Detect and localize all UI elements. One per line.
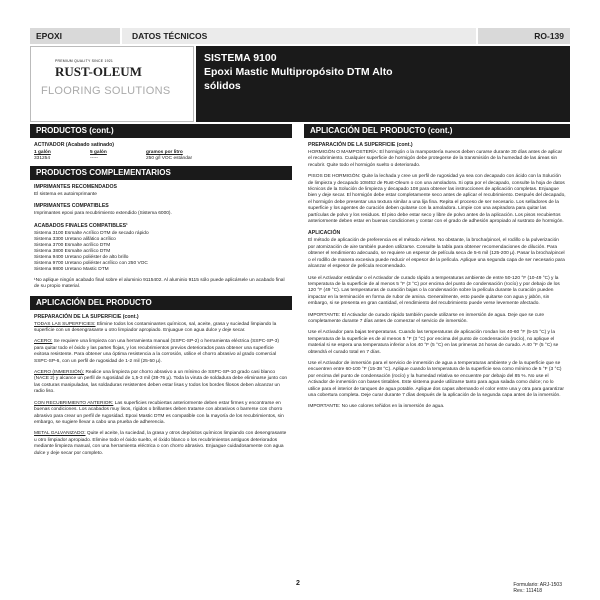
list-item: Sistema 3700 Esmalte acrílico DTM — [34, 242, 111, 248]
paragraph: IMPORTANTE: No use colores teñidos en la inmersión de agua. — [308, 404, 445, 410]
page — [30, 28, 570, 594]
paragraph: TODAS LAS SUPERFICIES: Elimine todos los contaminantes químicos, sal, aceite, grasa y suciedad limpiando la superficie con un desengrasante u otro limpiador apropiado. Enjuague con agua dulce y deje secar. — [34, 321, 277, 334]
paragraph: PISOS DE HORMIGÓN: Quite la lechada y cree un perfil de rugosidad ya sea con decapado con ácido con la Solución de limpieza y decapado 108452 de Rust-Oleum o con una amoladora. Si opta por el decapado, consulte la hoja de datos técnicos de la Solución de limpieza y decapado 108 para obtener las instrucciones de aplicación completas. Enjuague bien y deje secar. El hormigón debe estar completamente seco antes de aplicar el recubrimiento. Después del decapado, el hormigón debe presentar una textura similar a una lija fina. Repita el proceso de ser necesario. Los selladores de la superficie y los agentes de curación deben quitarse con la amoladora. Limpie con una aspiradora para quitar las partículas de polvo y los residuos. El piso debe estar seco y libre de polvo antes de la aplicación. Los pisos recubiertos anteriormente deben estar en buenas condiciones y contar con el grado de adhesión apropiado al sustrato de hormigón. — [308, 174, 566, 225]
paragraph: CON RECUBRIMIENTO ANTERIOR: Las superficies recubiertas anteriormente deben estar firmes y encontrarse en buenas condiciones. Los acabados muy lisos, rígidos o brillantes deben tratarse con abrasivos o barrerse con chorro abrasivo para crear un perfil de rugosidad. Epoxi Mastic DTM es compatible con la mayoría de los recubrimientos, sin embargo, se sugiere llevar a cabo una prueba de adherencia. — [34, 400, 284, 425]
document-title: SISTEMA 9100 Epoxi Mastic Multipropósito DTM Alto sólidos — [196, 46, 570, 122]
finish-list — [34, 231, 288, 273]
brand-row — [30, 46, 570, 122]
header-bar — [30, 28, 570, 44]
paragraph: Use el Activador para bajas temperaturas. Cuando las temperaturas de aplicación rondan los 40-60 °F (5-15 °C) y la temperatura de la superficie es de al menos 5 °F (3 °C) por encima del punto de condensación (rocío), no aplique el material si se espera una temperatura inferior a los 40 °F (5 °C) en las primeras 24 horas de curado. A 40 °F (5 °C) se obtendrá el curado total en 7 días. — [308, 330, 559, 355]
product-table-row: 331254 ----- 250 g/l VOC estándar — [34, 156, 193, 161]
header-section: DATOS TÉCNICOS — [122, 28, 476, 44]
list-item: Sistema 3300 Uretano alifático acrílico — [34, 236, 116, 242]
activator-heading: ACTIVADOR (Acabado satinado) — [34, 142, 115, 148]
left-column: PRODUCTOS (cont.) ACTIVADOR (Acabado satinado) 1 galón 5 galón gramos por litro 331254 ----- 250 g/l VOC estándar PRODUCTOS COMPLEMENTARIOS IMPRIMANTES RECOMENDADOS El sistema es autoimprimante IMPRIMANTES COMPATIBLES Imprimantes epoxi para recubrimiento extendido (Sistema 6000). ACABADOS FINALES COMPATIBLES¹ Sistema 3100 Esmalte Acrílico DTM de secado rápido Sistema 3300 Uretano alifático acrílico Sistema 3700 Esmalte acrílico DTM Sistema 3800 Esmalte acrílico DTM Sistema 9400 Uretano poliéster de alto brillo Sistema 9700 Uretano poliéster acrílico con 250 VOC Sistema 9800 Uretano Mastic DTM ¹No aplique ningún acabado final sobre el aluminio 9115402. Al aluminio 9115 sólo puede aplicársele un acabado final de su propio material. APLICACIÓN DEL PRODUCTO PREPARACIÓN DE LA SUPERFICIE (cont.) TODAS LAS SUPERFICIES: Elimine todos los contaminantes químicos, sal, aceite, grasa y suciedad limpiando la superficie con un desengrasante u otro limpiador apropiado. Enjuague con agua dulce y deje secar. ACERO: Se requiere una limpieza con una herramienta manual (SSPC-SP-2) o herramienta eléctrica (SSPC-SP-3) para quitar todo el óxido y las partes flojas, y los recubrimientos previos deteriorados para obtener una superficie exitosa resistente. Para obtener una óptima resistencia a la corrosión, utilice el chorro abrasivo al grado comercial SSPC-SP-6, con un perfil de rugosidad de 1-2 mil (25-50 µ). ACERO (INMERSIÓN): Realice una limpieza por chorro abrasivo a un mínimo de SSPC-SP-10 grado casi blanco (NACE 2) y alcance un perfil de rugosidad de 1,5-3 mil (38-76 µ). Toda la viruta de soldadura debe eliminarse junto con las costuras manipuladas, las soldaduras resistentes deben estar lisas y todos los bordes filosos deben alcanzar un radio liso. CON RECUBRIMIENTO ANTERIOR: Las superficies recubiertas anteriormente deben estar firmes y encontrarse en buenas condiciones. Los acabados muy lisos, rígidos o brillantes deben tratarse con abrasivos o barrerse con chorro abrasivo para crear un perfil de rugosidad. Epoxi Mastic DTM es compatible con la mayoría de los recubrimientos, sin embargo, se sugiere llevar a cabo una prueba de adherencia. METAL GALVANIZADO: Quite el aceite, la suciedad, la grasa y otros depósitos químicos limpiando con desengrasante u otro limpiador apropiado. Elimine todo el óxido suelto, el óxido blanco o los recubrimientos antiguos deteriorados mediante limpieza manual, con una herramienta eléctrica o con chorro abrasivo. Enjuague cuidadosamente con agua dulce y deje secar por completo. — [30, 124, 292, 462]
header-doc-id: RO-139 — [478, 28, 570, 44]
paragraph: HORMIGÓN O MAMPOSTERÍA: El hormigón o la mampostería nuevos deben curarse durante 30 días antes de aplicar el recubrimiento. Cualquier superficie de hormigón debe protegerse de la transmisión de la humedad de las áreas sin recubrir. Quite todo el hormigón suelto o deteriorado. — [308, 150, 563, 168]
section-bar-products: PRODUCTOS (cont.) — [30, 124, 292, 138]
paragraph: METAL GALVANIZADO: Quite el aceite, la suciedad, la grasa y otros depósitos químicos limpiando con desengrasante u otro limpiador apropiado. Elimine todo el óxido suelto, el óxido blanco o los recubrimientos antiguos deteriorados mediante limpieza manual, con una herramienta eléctrica o con chorro abrasivo. Enjuague cuidadosamente con agua dulce y deje secar por completo. — [34, 431, 287, 456]
header-category: EPOXI — [30, 28, 120, 44]
section-bar-application: APLICACIÓN DEL PRODUCTO — [30, 296, 292, 310]
footnote: ¹No aplique ningún acabado final sobre el aluminio 9115402. Al aluminio 9115 sólo puede aplicársele un acabado final de su propio material. — [34, 277, 285, 290]
right-column: APLICACIÓN DEL PRODUCTO (cont.) PREPARACIÓN DE LA SUPERFICIE (cont.) HORMIGÓN O MAMPOSTERÍA: El hormigón o la mampostería nuevos deben curarse durante 30 días antes de aplicar el recubrimiento. Cualquier superficie de hormigón debe protegerse de la transmisión de la humedad de las áreas sin recubrir. Quite todo el hormigón suelto o deteriorado. PISOS DE HORMIGÓN: Quite la lechada y cree un perfil de rugosidad ya sea con decapado con ácido con la Solución de limpieza y decapado 108452 de Rust-Oleum o con una amoladora. Si opta por el decapado, consulte la hoja de datos técnicos de la Solución de limpieza y decapado 108 para obtener las instrucciones de aplicación completas. Enjuague bien y deje secar. El hormigón debe estar completamente seco antes de aplicar el recubrimiento. Después del decapado, el hormigón debe presentar una textura similar a una lija fina. Repita el proceso de ser necesario. Los selladores de la superficie y los agentes de curación deben quitarse con la amoladora. Limpie con una aspiradora para quitar las partículas de polvo y los residuos. El piso debe estar seco y libre de polvo antes de la aplicación. Los pisos recubiertos anteriormente deben estar en buenas condiciones y contar con el grado de adhesión apropiado al sustrato de hormigón. APLICACIÓN El método de aplicación de preferencia es el método Airless. No obstante, la brocha/pincel, el rodillo o la pulverización por atomización de aire también pueden utilizarse. Consulte la tabla para obtener recomendaciones de dilución. Para obtener el rendimiento adecuado, se requiere un espesor de película seca de 5-6 mil (125-200 µ). Pasar la brocha/pincel o el rodillo de manera excesiva puede reducir el espesor de la película. Aplique una segunda capa de ser necesario para alcanzar el espesor de película recomendado. Use el Activador estándar o el Activador de curado rápido a temperaturas ambiente de entre 50-120 °F (10-49 °C) y la temperatura de la superficie de al menos 5 °F (3 °C) por encima del punto de condensación (rocío) y por debajo de los 120 °F (49 °C). Las temperaturas de curación bajas o la condensación sobre la película durante la curación pueden impactar en la terminación en forma de rubor de amina. Generalmente, esto puede quitarse con agua y jabón, sin embargo, si se presenta en gran cantidad, el rendimiento del recubrimiento puede verse levemente afectado. IMPORTANTE: El Activador de curado rápido también puede utilizarse en inmersión de agua. Deje que se cure completamente durante 7 días antes de comenzar el servicio de inmersión. Use el Activador para bajas temperaturas. Cuando las temperaturas de aplicación rondan los 40-60 °F (5-15 °C) y la temperatura de la superficie es de al menos 5 °F (3 °C) por encima del punto de condensación (rocío), no aplique el material si se espera una temperatura inferior a los 40 °F (5 °C) en las primeras 24 horas de curado. A 40 °F (5 °C) se obtendrá el curado total en 7 días. Use el Activador de inmersión para el servicio de inmersión de agua a temperaturas ambiente y de la superficie que se encuentren entre 60-100 °F (15-38 °C). Aplique cuando la temperatura de la superficie sea como mínimo de 5 °F (3 °C) por encima del punto de condensación (rocío) y la humedad relativa se encuentre por debajo del 85 %. No use el Activador de inmersión con bases tintables. Este sistema puede utilizarse tanto para agua salada como dulce; no lo utilice para el interior de tanques de agua potable. Aplique dos capas alternando el color entre una y otra para garantizar una cobertura completa. Deje curar durante 7 días después de la aplicación de la segunda capa antes de la inmersión. IMPORTANTE: No use colores teñidos en la inmersión de agua. — [304, 124, 570, 462]
section-bar-application-cont: APLICACIÓN DEL PRODUCTO (cont.) — [304, 124, 570, 138]
section-bar-complementary: PRODUCTOS COMPLEMENTARIOS — [30, 166, 292, 180]
list-item: Sistema 3800 Esmalte acrílico DTM — [34, 248, 111, 254]
list-item: Sistema 3100 Esmalte Acrílico DTM de secado rápido — [34, 230, 149, 236]
paragraph: Use el Activador de inmersión para el servicio de inmersión de agua a temperaturas ambiente y de la superficie que se encuentren entre 60-100 °F (15-38 °C). Aplique cuando la temperatura de la superficie sea como mínimo de 5 °F (3 °C) por encima del punto de condensación (rocío) y la humedad relativa se encuentre por debajo del 85 %. No use el Activador de inmersión con bases tintables. Este sistema puede utilizarse tanto para agua salada como dulce; no lo utilice para el interior de tanques de agua potable. Aplique dos capas alternando el color entre una y otra para garantizar una cobertura completa. Deje curar durante 7 días después de la aplicación de la segunda capa antes de la inmersión. — [308, 360, 565, 398]
list-item: Sistema 9400 Uretano poliéster de alto brillo — [34, 254, 129, 260]
paragraph: Use el Activador estándar o el Activador de curado rápido a temperaturas ambiente de entre 50-120 °F (10-49 °C) y la temperatura de la superficie de al menos 5 °F (3 °C) por encima del punto de condensación (rocío) y por debajo de los 120 °F (49 °C). Las temperaturas de curación bajas o la condensación sobre la película durante la curación pueden impactar en la terminación en forma de rubor de amina. Generalmente, esto puede quitarse con agua y jabón, sin embargo, si se presenta en gran cantidad, el rendimiento del recubrimiento puede verse levemente afectado. — [308, 275, 560, 307]
list-item: Sistema 9700 Uretano poliéster acrílico con 250 VOC — [34, 260, 148, 266]
form-info: Formulario: ARJ-1503 Rev.: 111418 — [513, 582, 562, 594]
paragraph: ACERO (INMERSIÓN): Realice una limpieza por chorro abrasivo a un mínimo de SSPC-SP-10 grado casi blanco (NACE 2) y alcance un perfil de rugosidad de 1,5-3 mil (38-76 µ). Toda la viruta de soldadura debe eliminarse junto con las costuras manipuladas, las soldaduras resistentes deben estar lisas y todos los bordes filosos deben alcanzar un radio liso. — [34, 370, 288, 395]
page-number: 2 — [296, 580, 300, 587]
product-table-header: 1 galón 5 galón gramos por litro — [34, 150, 183, 155]
rust-oleum-logo: PREMIUM QUALITY SINCE 1921 RUST-OLEUM FLOORING SOLUTIONS — [30, 46, 194, 122]
paragraph: IMPORTANTE: El Activador de curado rápido también puede utilizarse en inmersión de agua. Deje que se cure completamente durante 7 días antes de comenzar el servicio de inmersión. — [308, 312, 545, 324]
content-columns — [30, 124, 570, 462]
paragraph: El método de aplicación de preferencia es el método Airless. No obstante, la brocha/pincel, el rodillo o la pulverización por atomización de aire también pueden utilizarse. Consulte la tabla para obtener recomendaciones de dilución. Para obtener el rendimiento adecuado, se requiere un espesor de película seca de 5-6 mil (125-200 µ). Pasar la brocha/pincel o el rodillo de manera excesiva puede reducir el espesor de la película. Aplique una segunda capa de ser necesario para alcanzar el espesor de película recomendado. — [308, 238, 565, 270]
list-item: Sistema 9800 Uretano Mastic DTM — [34, 266, 109, 272]
paragraph: ACERO: Se requiere una limpieza con una herramienta manual (SSPC-SP-2) o herramienta eléctrica (SSPC-SP-3) para quitar todo el óxido y las partes flojas, y los recubrimientos previos deteriorados para obtener una superficie exitosa resistente. Para obtener una óptima resistencia a la corrosión, utilice el chorro abrasivo al grado comercial SSPC-SP-6, con un perfil de rugosidad de 1-2 mil (25-50 µ). — [34, 339, 280, 364]
